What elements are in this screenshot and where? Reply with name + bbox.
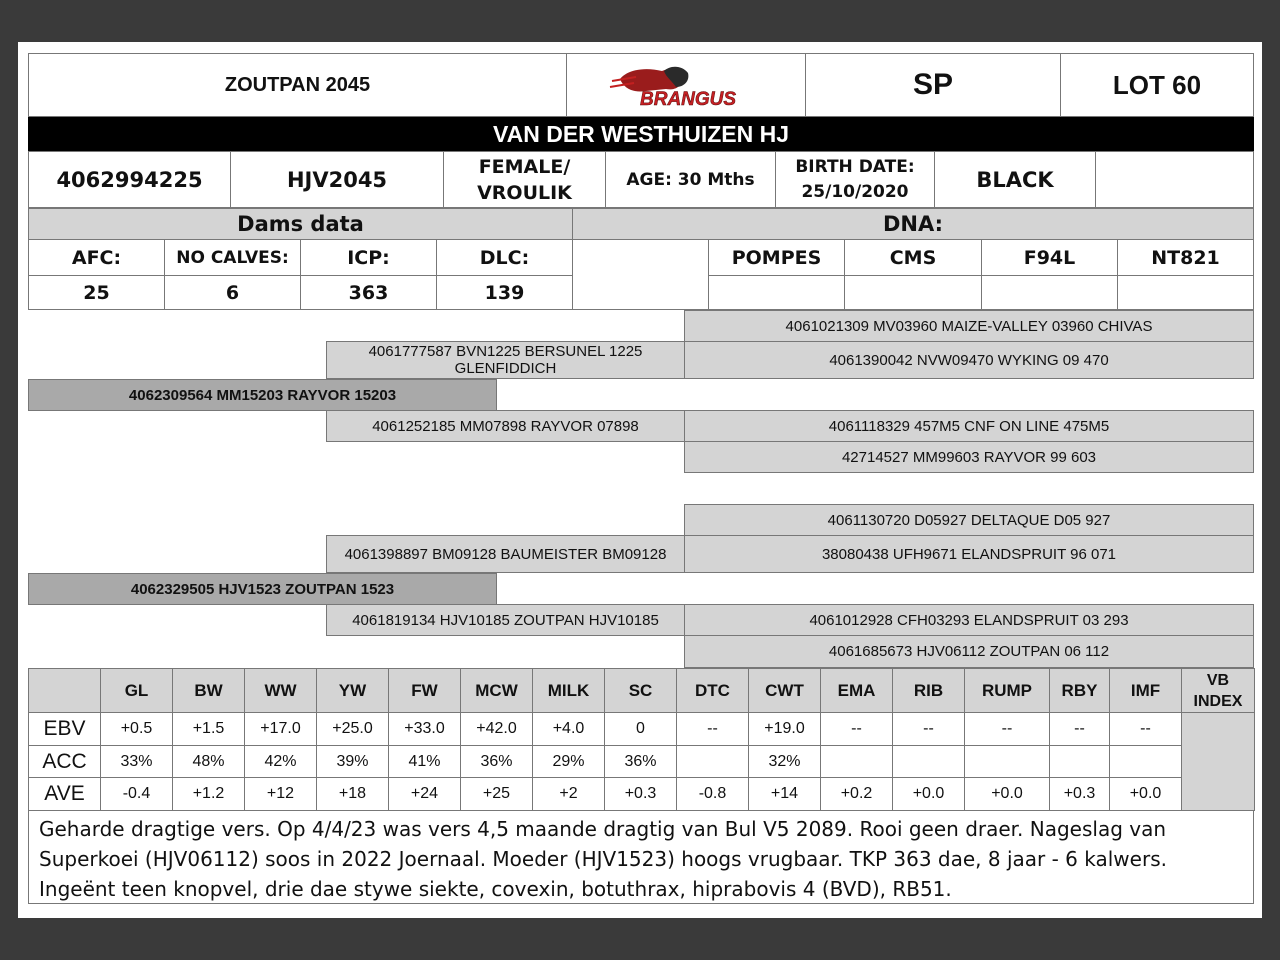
ebv-header-rump: RUMP [964,668,1050,713]
ebv-header-ww: WW [244,668,317,713]
empty-info-cell [1095,151,1254,208]
ebv-value-ave-mcw: +25 [460,777,533,811]
dna-f94l-value [981,275,1118,310]
dlc-value: 139 [436,275,573,310]
ebv-header-milk: MILK [532,668,605,713]
ebv-value-ebv-rump: -- [964,712,1050,746]
ebv-value-ave-sc: +0.3 [604,777,677,811]
ebv-value-acc-bw: 48% [172,745,245,778]
ebv-value-acc-gl: 33% [100,745,173,778]
ebv-header-bw: BW [172,668,245,713]
pedigree-dam-dam: 4061819134 HJV10185 ZOUTPAN HJV10185 [326,604,685,636]
ebv-value-ave-rib: +0.0 [892,777,965,811]
ebv-value-acc-yw: 39% [316,745,389,778]
ebv-value-acc-milk: 29% [532,745,605,778]
ebv-value-ebv-cwt: +19.0 [748,712,821,746]
reg-number: 4062994225 [28,151,231,208]
code-cell: SP [805,53,1061,117]
ebv-value-ave-milk: +2 [532,777,605,811]
ebv-value-ave-fw: +24 [388,777,461,811]
ebv-header-sc: SC [604,668,677,713]
ebv-row-label-ebv: EBV [28,712,101,746]
pedigree-ddd: 4061685673 HJV06112 ZOUTPAN 06 112 [684,635,1254,668]
afc-value: 25 [28,275,165,310]
ebv-value-ebv-rby: -- [1049,712,1110,746]
dna-pompes-label: POMPES [708,239,845,276]
no-calves-label: NO CALVES: [164,239,301,276]
brand-text: BRANGUS [640,89,737,109]
pedigree-sire-dam: 4061252185 MM07898 RAYVOR 07898 [326,410,685,442]
ebv-value-acc-sc: 36% [604,745,677,778]
ebv-value-ave-rby: +0.3 [1049,777,1110,811]
sex: FEMALE/ VROULIK [443,151,606,208]
pedigree-dss: 4061130720 D05927 DELTAQUE D05 927 [684,504,1254,536]
ebv-header-blank [28,668,101,713]
birth-date: BIRTH DATE: 25/10/2020 [775,151,935,208]
ebv-value-ebv-ema: -- [820,712,893,746]
ebv-value-acc-rump [964,745,1050,778]
ebv-value-acc-ema [820,745,893,778]
ebv-value-ebv-imf: -- [1109,712,1182,746]
ebv-vb-index-value [1181,712,1255,811]
ebv-value-ebv-sc: 0 [604,712,677,746]
ebv-header-mcw: MCW [460,668,533,713]
dna-title: DNA: [572,208,1254,240]
ebv-value-ebv-yw: +25.0 [316,712,389,746]
dlc-label: DLC: [436,239,573,276]
ebv-value-ebv-ww: +17.0 [244,712,317,746]
pedigree-dam-sire: 4061398897 BM09128 BAUMEISTER BM09128 [326,535,685,573]
color: BLACK [934,151,1096,208]
pedigree-sdd: 42714527 MM99603 RAYVOR 99 603 [684,441,1254,473]
ebv-header-vb-index: VB INDEX [1181,668,1255,713]
afc-label: AFC: [28,239,165,276]
ebv-value-ebv-rib: -- [892,712,965,746]
pedigree-sire: 4062309564 MM15203 RAYVOR 15203 [28,379,497,411]
animal-id: HJV2045 [230,151,444,208]
ebv-value-ave-rump: +0.0 [964,777,1050,811]
ebv-value-acc-dtc [676,745,749,778]
ebv-row-label-ave: AVE [28,777,101,811]
ebv-value-ebv-mcw: +42.0 [460,712,533,746]
ebv-value-ave-bw: +1.2 [172,777,245,811]
ebv-value-acc-rib [892,745,965,778]
no-calves-value: 6 [164,275,301,310]
ebv-value-ebv-gl: +0.5 [100,712,173,746]
dna-nt821-value [1117,275,1254,310]
ebv-row-label-acc: ACC [28,745,101,778]
pedigree-dsd: 38080438 UFH9671 ELANDSPRUIT 96 071 [684,535,1254,573]
pedigree-sss: 4061021309 MV03960 MAIZE-VALLEY 03960 CHIVAS [684,310,1254,342]
dna-cms-label: CMS [844,239,982,276]
ebv-value-ebv-milk: +4.0 [532,712,605,746]
ebv-value-ave-yw: +18 [316,777,389,811]
pedigree-dds: 4061012928 CFH03293 ELANDSPRUIT 03 293 [684,604,1254,636]
ebv-header-cwt: CWT [748,668,821,713]
owner-bar [28,117,1254,151]
ebv-value-acc-fw: 41% [388,745,461,778]
pedigree-sds: 4061118329 457M5 CNF ON LINE 475M5 [684,410,1254,442]
dna-f94l-label: F94L [981,239,1118,276]
ebv-value-ave-dtc: -0.8 [676,777,749,811]
dams-data-title: Dams data [28,208,573,240]
ebv-header-dtc: DTC [676,668,749,713]
ebv-value-ebv-bw: +1.5 [172,712,245,746]
ebv-header-ema: EMA [820,668,893,713]
animal-name: ZOUTPAN 2045 [28,53,567,117]
ebv-value-ave-cwt: +14 [748,777,821,811]
ebv-value-acc-imf [1109,745,1182,778]
comment-text: Geharde dragtige vers. Op 4/4/23 was vers 4,5 maande dragtig van Bul V5 2089. Rooi geen draer. Nageslag van Superkoei (HJV06112) soos in 2022 Joernaal. Moeder (HJV1523) hoogs vrugbaar. TKP 363 dae, 8 jaar - 6 kalwers. Ingeënt teen knopvel, drie dae stywe siekte, covexin, botuthrax, hiprabovis 4 (BVD), RB51. [28,810,1254,904]
ebv-value-ave-ww: +12 [244,777,317,811]
ebv-value-acc-rby [1049,745,1110,778]
dna-pompes-value [708,275,845,310]
lot-number: LOT 60 [1060,53,1254,117]
ebv-header-rby: RBY [1049,668,1110,713]
ebv-value-ave-imf: +0.0 [1109,777,1182,811]
dna-nt821-label: NT821 [1117,239,1254,276]
pedigree-sire-sire: 4061777587 BVN1225 BERSUNEL 1225 GLENFIDDICH [326,341,685,379]
age: AGE: 30 Mths [605,151,776,208]
ebv-value-acc-ww: 42% [244,745,317,778]
pedigree-ssd: 4061390042 NVW09470 WYKING 09 470 [684,341,1254,379]
ebv-header-rib: RIB [892,668,965,713]
ebv-header-yw: YW [316,668,389,713]
icp-value: 363 [300,275,437,310]
ebv-value-ave-gl: -0.4 [100,777,173,811]
ebv-value-ave-ema: +0.2 [820,777,893,811]
owner-name: VAN DER WESTHUIZEN HJ [492,120,790,147]
pedigree-dam: 4062329505 HJV1523 ZOUTPAN 1523 [28,573,497,605]
ebv-value-ebv-dtc: -- [676,712,749,746]
ebv-header-gl: GL [100,668,173,713]
brangus-logo [566,53,806,117]
ebv-value-ebv-fw: +33.0 [388,712,461,746]
dna-cms-value [844,275,982,310]
icp-label: ICP: [300,239,437,276]
ebv-value-acc-mcw: 36% [460,745,533,778]
ebv-header-imf: IMF [1109,668,1182,713]
bull-logo-icon [606,61,766,109]
dna-blank-cell [572,239,709,310]
ebv-header-fw: FW [388,668,461,713]
ebv-value-acc-cwt: 32% [748,745,821,778]
